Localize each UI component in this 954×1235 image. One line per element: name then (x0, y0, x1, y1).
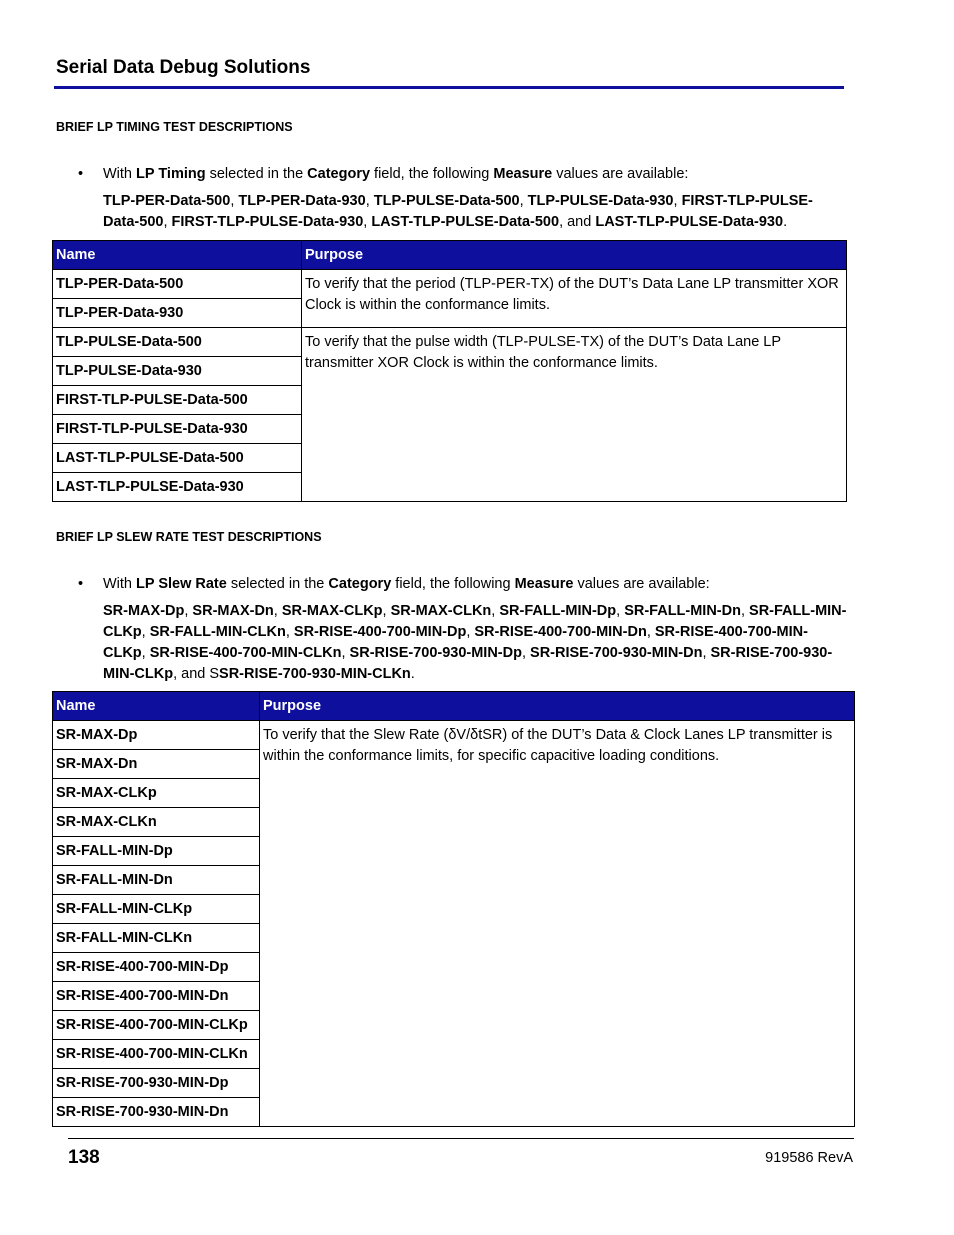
separator-text: , and (559, 214, 596, 230)
name-cell: SR-RISE-400-700-MIN-Dn (53, 982, 260, 1011)
measures-list-lp-slew-rate (103, 601, 848, 685)
separator-text: , and S (173, 666, 220, 682)
separator-text: , (163, 214, 172, 230)
measure-name: SR-RISE-700-930-MIN-CLKn (219, 666, 411, 682)
measure-name: SR-RISE-700-930-MIN-Dp (349, 645, 522, 661)
name-cell: FIRST-TLP-PULSE-Data-930 (53, 415, 302, 444)
name-cell: TLP-PULSE-Data-930 (53, 357, 302, 386)
separator-text: . (410, 666, 415, 682)
measure-name: SR-FALL-MIN-CLKp (103, 603, 847, 640)
table-row (53, 328, 847, 357)
measures-list-lp-timing (103, 191, 848, 233)
measure-name: FIRST-TLP-PULSE-Data-930 (171, 214, 364, 230)
measure-name: SR-FALL-MIN-Dn (624, 603, 741, 619)
separator-text: , (184, 603, 193, 619)
page-header-title: Serial Data Debug Solutions (56, 57, 311, 78)
name-cell: LAST-TLP-PULSE-Data-500 (53, 444, 302, 473)
separator-text: , (341, 645, 350, 661)
separator-text: , (519, 193, 528, 209)
separator-text: , (285, 624, 294, 640)
name-cell: SR-MAX-CLKp (53, 779, 260, 808)
column-header-purpose: Purpose (260, 692, 855, 721)
lp-slew-rate-table (52, 691, 855, 1127)
separator-text: , (491, 603, 500, 619)
measure-name: TLP-PER-Data-500 (103, 193, 231, 209)
section-heading-lp-slew-rate: BRIEF LP SLEW RATE TEST DESCRIPTIONS (56, 530, 322, 544)
separator-text: , (273, 603, 282, 619)
name-cell: TLP-PULSE-Data-500 (53, 328, 302, 357)
name-cell: LAST-TLP-PULSE-Data-930 (53, 473, 302, 502)
separator-text: , (466, 624, 475, 640)
name-cell: FIRST-TLP-PULSE-Data-500 (53, 386, 302, 415)
bullet-text: With LP Timing selected in the Category field, the following Measure values are available: (103, 166, 689, 182)
measure-name: FIRST-TLP-PULSE-Data-500 (103, 193, 813, 230)
separator-text: , (382, 603, 391, 619)
column-header-name: Name (53, 241, 302, 270)
measure-name: SR-RISE-700-930-MIN-CLKp (103, 645, 833, 682)
measure-name: SR-MAX-CLKp (281, 603, 383, 619)
separator-text: . (783, 214, 788, 230)
table-row (53, 270, 847, 299)
separator-text: , (141, 624, 150, 640)
measure-name: SR-MAX-CLKn (390, 603, 492, 619)
separator-text: , (646, 624, 655, 640)
measure-name: SR-RISE-400-700-MIN-Dn (474, 624, 647, 640)
separator-text: , (740, 603, 750, 619)
name-cell: SR-FALL-MIN-CLKp (53, 895, 260, 924)
separator-text: , (616, 603, 625, 619)
page-number: 138 (68, 1147, 100, 1168)
name-cell: SR-MAX-Dp (53, 721, 260, 750)
measure-name: SR-FALL-MIN-Dp (499, 603, 617, 619)
table-header-row (53, 241, 847, 270)
separator-text: , (673, 193, 682, 209)
column-header-name: Name (53, 692, 260, 721)
table-row (53, 721, 855, 750)
name-cell: SR-FALL-MIN-Dn (53, 866, 260, 895)
lp-timing-table (52, 240, 847, 502)
footer-rule (68, 1138, 854, 1139)
table-header-row (53, 692, 855, 721)
name-cell: SR-RISE-400-700-MIN-CLKn (53, 1040, 260, 1069)
separator-text: , (141, 645, 150, 661)
bullet-dot-icon: • (78, 576, 84, 592)
measure-name: LAST-TLP-PULSE-Data-500 (371, 214, 560, 230)
measure-name: TLP-PER-Data-930 (238, 193, 366, 209)
name-cell: TLP-PER-Data-930 (53, 299, 302, 328)
measure-name: SR-RISE-400-700-MIN-CLKn (149, 645, 342, 661)
bullet-dot-icon: • (78, 166, 84, 182)
separator-text: , (521, 645, 531, 661)
measure-name: TLP-PULSE-Data-930 (527, 193, 674, 209)
document-id: 919586 RevA (765, 1150, 853, 1166)
separator-text: , (702, 645, 711, 661)
name-cell: SR-FALL-MIN-CLKn (53, 924, 260, 953)
name-cell: SR-RISE-700-930-MIN-Dp (53, 1069, 260, 1098)
measure-name: SR-RISE-400-700-MIN-Dp (293, 624, 467, 640)
separator-text: , (365, 193, 374, 209)
name-cell: SR-MAX-Dn (53, 750, 260, 779)
measure-name: SR-MAX-Dn (192, 603, 274, 619)
name-cell: TLP-PER-Data-500 (53, 270, 302, 299)
measure-name: SR-MAX-Dp (103, 603, 185, 619)
section-heading-lp-timing: BRIEF LP TIMING TEST DESCRIPTIONS (56, 120, 293, 134)
name-cell: SR-MAX-CLKn (53, 808, 260, 837)
purpose-cell: To verify that the Slew Rate (δV/δtSR) of the DUT’s Data & Clock Lanes LP transmitter is within the conformance limits, for specific capacitive loading conditions. (260, 721, 855, 1127)
measure-name: SR-RISE-400-700-MIN-CLKp (103, 624, 808, 661)
separator-text: , (230, 193, 239, 209)
name-cell: SR-RISE-700-930-MIN-Dn (53, 1098, 260, 1127)
measure-name: SR-RISE-700-930-MIN-Dn (530, 645, 703, 661)
column-header-purpose: Purpose (302, 241, 847, 270)
header-rule (54, 86, 844, 89)
measure-name: TLP-PULSE-Data-500 (373, 193, 520, 209)
measure-name: SR-FALL-MIN-CLKn (149, 624, 286, 640)
name-cell: SR-FALL-MIN-Dp (53, 837, 260, 866)
measure-name: LAST-TLP-PULSE-Data-930 (595, 214, 784, 230)
purpose-cell: To verify that the period (TLP-PER-TX) of the DUT’s Data Lane LP transmitter XOR Clock is within the conformance limits. (302, 270, 847, 328)
name-cell: SR-RISE-400-700-MIN-CLKp (53, 1011, 260, 1040)
separator-text: , (363, 214, 372, 230)
purpose-cell: To verify that the pulse width (TLP-PULSE-TX) of the DUT’s Data Lane LP transmitter XOR Clock is within the conformance limits. (302, 328, 847, 502)
bullet-text: With LP Slew Rate selected in the Category field, the following Measure values are available: (103, 576, 710, 592)
name-cell: SR-RISE-400-700-MIN-Dp (53, 953, 260, 982)
